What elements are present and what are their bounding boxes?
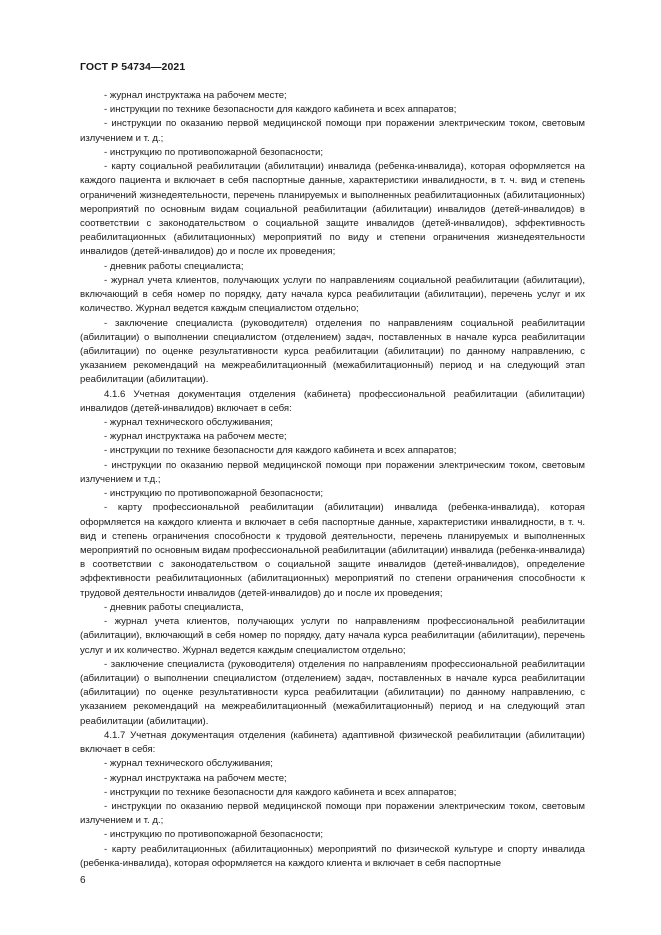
paragraph: - инструкции по оказанию первой медицинской помощи при поражении электрическим током, световым излучением и т. д.; [80,118,585,144]
paragraph: - карту реабилитационных (абилитационных) мероприятий по физической культуре и спорту инвалида (ребенка-инвалида), которая оформляется на каждого клиента и включает в себя паспортные [80,843,585,869]
paragraph: - инструкции по оказанию первой медицинской помощи при поражении электрическим током, световым излучением и т. д.; [80,800,585,827]
paragraph: - дневник работы специалиста; [104,260,244,272]
paragraph: - журнал инструктажа на рабочем месте; [104,772,287,784]
paragraph: - инструкции по технике безопасности для каждого кабинета и всех аппаратов; [104,104,457,116]
section-paragraph-4-1-7: 4.1.7 Учетная документация отделения (кабинета) адаптивной физической реабилитации (абилитации) включает в себя: [80,729,585,756]
document-header: ГОСТ Р 54734—2021 [80,61,186,73]
paragraph: - карту профессиональной реабилитации (абилитации) инвалида (ребенка-инвалида), которая оформляется на каждого клиента и включает в себя паспортные данные, характеристики инвалидности, в т. ч. вид и степень ограничения способности к трудовой деятельности, перечень планируемых и выполненных мероприятий по основным видам профессиональной реабилитации (абилитации) инвалида (ребенка-инвалида) в соответствии с законодательством о социальной защите инвалидов (детей-инвалидов), определение эффективности реабилитационных (абилитационных) мероприятий по степени ограничения способности к трудовой деятельности инвалидов (детей-инвалидов) до и после их проведения; [80,502,585,599]
paragraph: - инструкцию по противопожарной безопасности; [104,829,324,841]
paragraph: - заключение специалиста (руководителя) отделения по направлениям профессиональной реабилитации (абилитации) о выполнении специалистом (отделением) задач, поставленных в начале курса реабилитации (абилитации) по оценке результативности курса реабилитации (абилитации) по данному направлению, с указанием рекомендаций на межреабилитационный (межабилитационный) период и на следующий этап реабилитации (абилитации). [80,658,585,727]
paragraph: - заключение специалиста (руководителя) отделения по направлениям социальной реабилитации (абилитации) о выполнении специалистом (отделением) задач, поставленных в начале курса реабилитации (абилитации) по оценке результативности курса реабилитации (абилитации) по данному направлению, с указанием рекомендаций на межреабилитационный (межабилитационный) период и на следующий этап реабилитации (абилитации). [80,317,585,386]
paragraph: - журнал инструктажа на рабочем месте; [104,90,287,101]
paragraph: - инструкцию по противопожарной безопасности; [104,488,324,500]
paragraph: - инструкции по технике безопасности для каждого кабинета и всех аппаратов; [104,445,457,457]
section-paragraph-4-1-6: 4.1.6 Учетная документация отделения (кабинета) профессиональной реабилитации (абилитации) инвалидов (детей-инвалидов) включает в себя: [80,388,585,414]
paragraph: - журнал учета клиентов, получающих услуги по направлениям социальной реабилитации (абилитации), включающий в себя номер по порядку, дату начала курса реабилитации (абилитации), перечень услуг и их количество. Журнал ведется каждым специалистом отдельно; [80,274,585,315]
paragraph: - дневник работы специалиста, [104,601,244,613]
paragraph: - инструкцию по противопожарной безопасности; [104,146,324,158]
paragraph: - журнал учета клиентов, получающих услуги по направлениям профессиональной реабилитации (абилитации), включающий в себя номер по порядку, дату начала курса реабилитации (абилитации), перечень услуг и их количество. Журнал ведется каждым специалистом отдельно; [80,616,585,656]
paragraph: - журнал технического обслуживания; [104,417,273,429]
paragraph: - карту социальной реабилитации (абилитации) инвалида (ребенка-инвалида), которая оформляется на каждого пациента и включает в себя паспортные данные, характеристики инвалидности, в т. ч. вид и степень ограничений жизнедеятельности, перечень планируемых и выполненных реабилитационных (абилитационных) мероприятий по основным видам социальной реабилитации (абилитации) инвалидов (детей-инвалидов) в соответствии с законодательством о социальной защите инвалидов (детей-инвалидов), эффективность реабилитационных (абилитационных) мероприятий по виду и степени ограничения жизнедеятельности инвалидов (детей-инвалидов) до и после их проведения; [80,161,585,258]
paragraph: - журнал технического обслуживания; [104,758,273,770]
paragraph: - инструкции по оказанию первой медицинской помощи при поражении электрическим током, световым излучением и т.д.; [80,459,585,485]
page-number: 6 [80,875,86,886]
document-body [80,89,585,871]
paragraph: - журнал инструктажа на рабочем месте; [104,431,287,443]
paragraph: - инструкции по технике безопасности для каждого кабинета и всех аппаратов; [104,786,457,798]
